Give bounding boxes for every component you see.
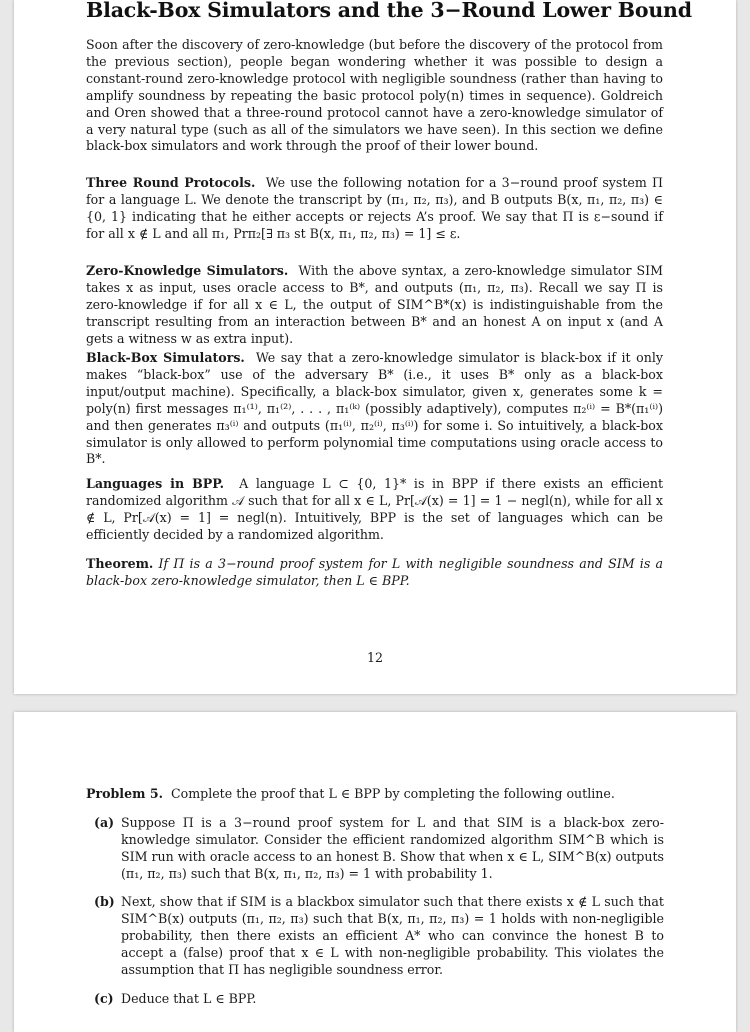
intro-paragraph [86, 37, 663, 155]
black-box-simulators-paragraph [86, 350, 663, 468]
three-round-protocols-paragraph [86, 175, 663, 243]
three-round-body: We use the following notation for a 3−round proof system Π for a language L. We denote the transcript by (π₁, π₂, π₃), and B outputs B(x, π₁, π₂, π₃) ∈ {0, 1} indicating that he either accepts or rejects A’s proof. We say that Π is ε−sound if for all x ∉ L and all π₁, Prπ₂[∃ π₃ st B(x, π₁, π₂, π₃) = 1] ≤ ε. [86, 175, 663, 241]
theorem-body: If Π is a 3−round proof system for L with negligible soundness and SIM is a black-box zero-knowledge simulator, then L ∈ BPP. [86, 556, 663, 588]
problem-item-a [94, 815, 664, 883]
theorem-heading: Theorem. [86, 556, 154, 571]
zk-simulators-paragraph [86, 263, 663, 348]
intro-text: Soon after the discovery of zero-knowledge (but before the discovery of the protocol from the previous section), people began wondering whether it was possible to design a constant-round zero-knowledge protocol with negligible soundness (rather than having to amplify soundness by repeating the basic protocol poly(n) times in sequence). Goldreich and Oren showed that a three-round protocol cannot have a zero-knowledge simulator of a very natural type (such as all of the simulators we have seen). In this section we define black-box simulators and work through the proof of their lower bound. [86, 37, 663, 154]
bpp-heading: Languages in BPP. [86, 476, 224, 491]
item-label: (c) [94, 991, 114, 1006]
theorem-paragraph [86, 556, 663, 590]
black-box-heading: Black-Box Simulators. [86, 350, 245, 365]
item-label: (b) [94, 894, 115, 909]
page-number: 12 [366, 650, 384, 665]
page-13 [14, 712, 736, 1032]
zk-simulators-body: With the above syntax, a zero-knowledge simulator SIM takes x as input, uses oracle access to B*, and outputs (π₁, π₂, π₃). Recall we say Π is zero-knowledge if for all x ∈ L, the output of SIM^B*(x) is indistinguishable from the transcript resulting from an interaction between B* and an honest A on input x (and A gets a witness w as extra input). [86, 263, 664, 346]
item-text: Deduce that L ∈ BPP. [121, 991, 257, 1006]
section-title: Black-Box Simulators and the 3−Round Lower Bound [86, 0, 692, 22]
problem-item-c [94, 991, 664, 1008]
black-box-body: We say that a zero-knowledge simulator is black-box if it only makes “black-box” use of the adversary B* (i.e., it uses B* only as a black-box input/output machine). Specifically, a black-box simulator, given x, generates some k = poly(n) first messages π₁⁽¹⁾, π₁⁽²⁾, . . . , π₁⁽ᵏ⁾ (possibly adaptively), computes π₂⁽ⁱ⁾ = B*(π₁⁽ⁱ⁾) and then generates π₃⁽ⁱ⁾ and outputs (π₁⁽ⁱ⁾, π₂⁽ⁱ⁾, π₃⁽ⁱ⁾) for some i. So intuitively, a black-box simulator is only allowed to perform polynomial time computations using oracle access to B*. [86, 350, 663, 467]
item-text: Next, show that if SIM is a blackbox simulator such that there exists x ∉ L such that SIM^B(x) outputs (π₁, π₂, π₃) such that B(x, π₁, π₂, π₃) = 1 holds with non-negligible probability, then there exists an efficient A* who can convince the honest B to accept a (false) proof that x ∈ L with non-negligible probability. This violates the assumption that Π has negligible soundness error. [121, 894, 664, 977]
problem-5-paragraph [86, 786, 663, 803]
problem-item-b [94, 894, 664, 979]
item-label: (a) [94, 815, 115, 830]
three-round-heading: Three Round Protocols. [86, 175, 256, 190]
bpp-body: A language L ⊂ {0, 1}* is in BPP if there exists an efficient randomized algorithm 𝒜 such that for all x ∈ L, Pr[𝒜(x) = 1] = 1 − negl(n), while for all x ∉ L, Pr[𝒜(x) = 1] = negl(n). Intuitively, BPP is the set of languages which can be efficiently decided by a randomized algorithm. [86, 476, 664, 542]
problem-body: Complete the proof that L ∈ BPP by completing the following outline. [170, 786, 615, 801]
page-12 [14, 0, 736, 694]
problem-heading: Problem 5. [86, 786, 163, 801]
zk-simulators-heading: Zero-Knowledge Simulators. [86, 263, 289, 278]
item-text: Suppose Π is a 3−round proof system for L and that SIM is a black-box zero-knowledge simulator. Consider the efficient randomized algorithm SIM^B which is SIM run with oracle access to an honest B. Show that when x ∈ L, SIM^B(x) outputs (π₁, π₂, π₃) such that B(x, π₁, π₂, π₃) = 1 with probability 1. [121, 815, 664, 881]
bpp-paragraph [86, 476, 663, 544]
